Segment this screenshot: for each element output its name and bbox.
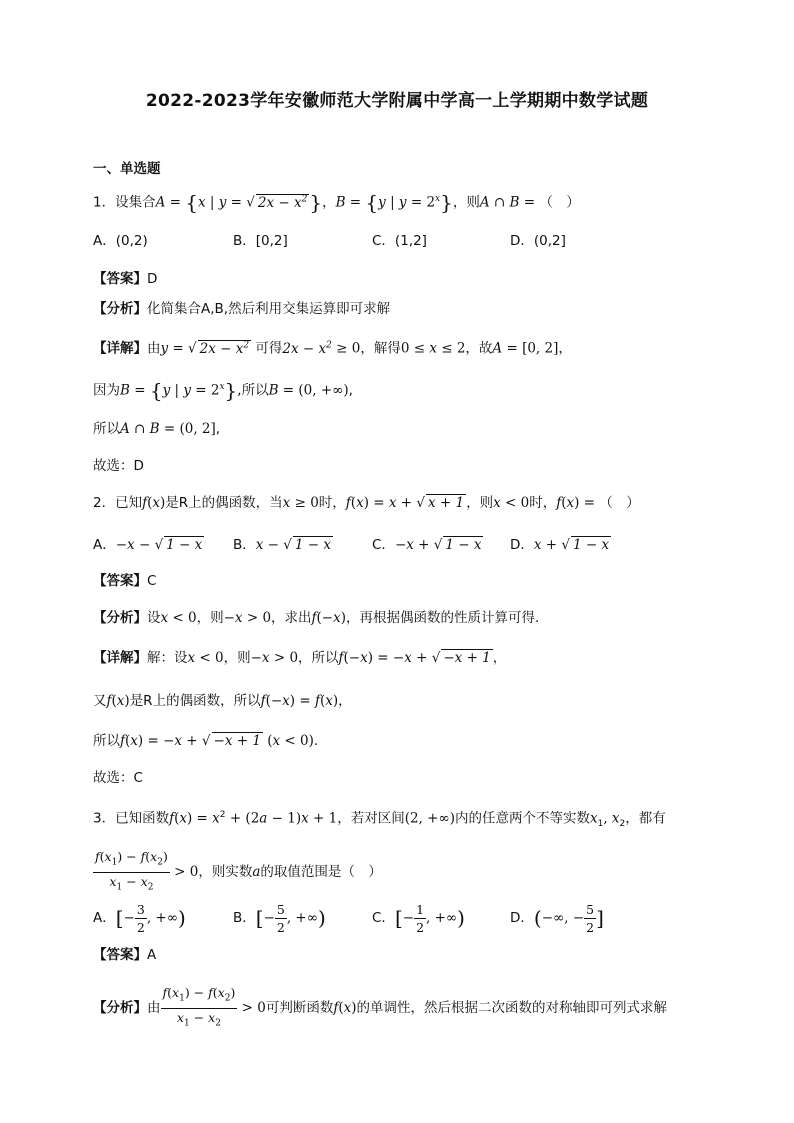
document-title: 2022-2023学年安徽师范大学附属中学高一上学期期中数学试题 (145, 91, 649, 111)
q2-option-c: C．−x + √ 1 − x (372, 537, 482, 553)
q2-conclusion: 故选：C (93, 770, 143, 786)
q2-detail-2: 又f(x)是R上的偶函数，所以f(−x) = f(x)， (93, 693, 352, 709)
q2-stem: 2．已知f(x)是R上的偶函数，当x ≥ 0时，f(x) = x + √ x + 1 ，则x < 0时，f(x) = （ ） (93, 495, 640, 511)
q1-stem: 1．设集合A = {x | y = √ $2x - x^2$ }，B = {y | $y = 2^x$}，则A ∩ B = （ ） (93, 190, 580, 215)
q2-answer: 【答案】C (93, 573, 157, 589)
q1-option-c: C．(1,2] (372, 233, 427, 249)
q2-option-d: D．x + √ 1 − x (510, 537, 610, 553)
q3-analysis: 【分析】由 $\frac{f(x_1) - f(x_2)}{x_1 - x_2}$ > 0可判断函数f(x)的单调性，然后根据二次函数的对称轴即可列式求解 (93, 985, 668, 1028)
q2-detail-1: 【详解】解：设x < 0，则−x > 0，所以f(−x) = −x + √ −x + 1 ， (93, 650, 507, 666)
q1-option-a: A．(0,2) (93, 233, 148, 249)
q1-option-b: B．[0,2] (233, 233, 288, 249)
q3-answer: 【答案】A (93, 947, 157, 963)
q1-conclusion: 故选：D (93, 458, 144, 474)
q3-option-a: A．[− $\frac{3}{2}$ , +∞) (93, 901, 186, 935)
q3-option-c: C．[− $\frac{1}{2}$ , +∞) (372, 901, 465, 935)
q1-option-d: D．(0,2] (510, 233, 566, 249)
q3-option-b: B．[− $\frac{5}{2}$ , +∞) (233, 901, 326, 935)
q1-detail-2: 因为B = {y | $y = 2^x$},所以B = (0, +∞), (93, 378, 353, 403)
q2-option-b: B．x − √ 1 − x (233, 537, 331, 553)
q2-detail-3: 所以f(x) = −x + √ −x + 1 (x < 0). (93, 733, 319, 749)
q2-analysis: 【分析】设x < 0，则−x > 0，求出f(−x)，再根据偶函数的性质计算可得. (93, 610, 540, 626)
q3-stem-line1: 3．已知函数$f(x) = x^2 + (2a - 1)x + 1$，若对区间(2, +∞)内的任意两个不等实数$x_1$, $x_2$，都有 (93, 810, 666, 830)
q2-option-a: A．−x − √ 1 − x (93, 537, 203, 553)
q1-detail-1: 【详解】由y = √ $2x - x^2$ 可得$2x - x^2 \ge 0$，解得0 ≤ x ≤ 2，故A = [0, 2]， (93, 340, 572, 357)
q3-option-d: D．(−∞, − $\frac{5}{2}$ ] (510, 901, 604, 935)
q3-stem-line2: $\frac{f(x_1) - f(x_2)}{x_1 - x_2}$ > 0，则实数a的取值范围是（ ） (95, 849, 382, 892)
section-heading: 一、单选题 (93, 161, 161, 177)
q1-detail-3: 所以A ∩ B = (0, 2], (93, 421, 221, 437)
q1-answer: 【答案】D (93, 271, 158, 287)
q1-analysis: 【分析】化简集合A,B,然后利用交集运算即可求解 (93, 301, 391, 317)
